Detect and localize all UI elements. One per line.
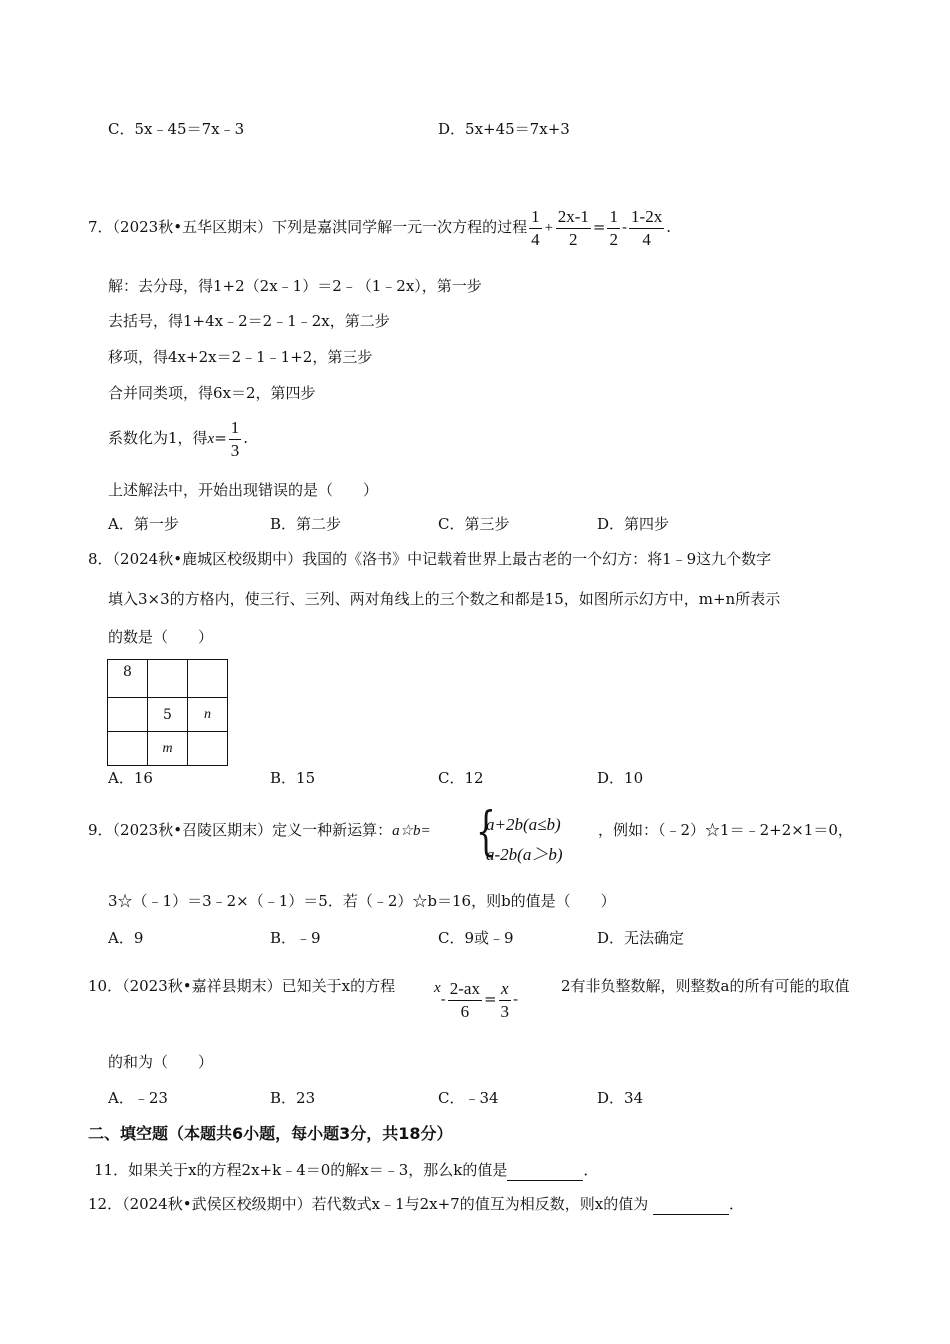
q7-number: 7．: [88, 218, 113, 236]
q10-line-2: 的和为（ ）: [108, 1053, 214, 1071]
q10-equation: x- $\frac{2-ax}{6}$ = $\frac{x}{3}$ -: [434, 978, 519, 1021]
q7-step-4: 合并同类项，得6x＝2，第四步: [108, 384, 316, 402]
q7-option-b: B．第二步: [270, 515, 342, 533]
magic-square-cell: [188, 660, 228, 698]
q7-fraction-2: $\frac{2x-1}{2}$: [557, 206, 589, 249]
magic-square-cell: 8: [108, 660, 148, 698]
magic-square-cell: m: [148, 732, 188, 766]
q6-option-c: C．5x﹣45＝7x﹣3: [108, 120, 245, 138]
q9-option-c: C．9或﹣9: [438, 929, 514, 947]
answer-blank[interactable]: [653, 1194, 729, 1215]
q10-stem: 10．（2023秋•嘉祥县期末）已知关于x的方程: [88, 977, 396, 995]
q11-line: 11．如果关于x的方程2x+k﹣4＝0的解x＝﹣3，那么k的值是 ．: [94, 1161, 599, 1179]
q8-option-d: D．10: [597, 769, 644, 787]
magic-square-cell: 5: [148, 698, 188, 732]
q9-case-1: a+2b(a≤b): [486, 815, 561, 834]
q8-line-1: 8．（2024秋•鹿城区校级期中）我国的《洛书》中记载着世界上最古老的一个幻方：将1﹣9这九个数字: [88, 550, 772, 568]
q10-option-d: D．34: [597, 1089, 644, 1107]
magic-square-cell: [108, 732, 148, 766]
q10-option-b: B．23: [270, 1089, 316, 1107]
q7-step-1: 解：去分母，得1+2（2x﹣1）＝2﹣（1﹣2x），第一步: [108, 277, 482, 295]
magic-square-cell: [108, 698, 148, 732]
section-heading: 二、填空题（本题共6小题，每小题3分，共18分）: [88, 1124, 453, 1143]
q8-line-3: 的数是（ ）: [108, 628, 214, 646]
q7-option-d: D．第四步: [597, 515, 670, 533]
q12-line: 12．（2024秋•武侯区校级期中）若代数式x﹣1与2x+7的值互为相反数，则x的值为 ．: [88, 1195, 744, 1213]
q8-option-c: C．12: [438, 769, 484, 787]
q10-fraction-2: $\frac{x}{3}$: [500, 978, 510, 1021]
q7-step-3: 移项，得4x+2x＝2﹣1﹣1+2，第三步: [108, 348, 373, 366]
q8-option-b: B．15: [270, 769, 316, 787]
piecewise-brace: {: [476, 802, 496, 862]
q9-example: ，例如：（﹣2）☆1＝﹣2+2×1＝0，: [598, 821, 853, 839]
q9-case-2: a-2b(a＞b): [486, 845, 563, 864]
q9-option-a: A．9: [108, 929, 144, 947]
q7-fraction-4: $\frac{1-2x}{4}$: [631, 206, 663, 249]
q7-stem-line: 7．（2023秋•五华区期末）下列是嘉淇同学解一元一次方程的过程 $\frac{1}{4}$ + $\frac{2x-1}{2}$ = $\frac{1}{2}$ - $\frac{1-2x}{4}$ .: [88, 206, 671, 249]
magic-square-cell: n: [188, 698, 228, 732]
q9-line-2: 3☆（﹣1）＝3﹣2×（﹣1）＝5．若（﹣2）☆b＝16，则b的值是（ ）: [108, 892, 616, 910]
q9-option-b: B．﹣9: [270, 929, 321, 947]
q8-option-a: A．16: [108, 769, 153, 787]
q10-tail: 2有非负整数解，则整数a的所有可能的取值: [561, 977, 850, 995]
q9-stem: 9．（2023秋•召陵区期末）定义一种新运算：a☆b=: [88, 821, 431, 839]
q10-fraction-1: $\frac{2-ax}{6}$: [449, 978, 480, 1021]
q7-stem: （2023秋•五华区期末）下列是嘉淇同学解一元一次方程的过程: [112, 218, 528, 236]
magic-square-cell: [148, 660, 188, 698]
magic-square-grid: [107, 659, 228, 766]
magic-square-cell: [188, 732, 228, 766]
q9-option-d: D．无法确定: [597, 929, 685, 947]
q8-line-2: 填入3×3的方格内，使三行、三列、两对角线上的三个数之和都是15，如图所示幻方中，m+n所表示: [108, 590, 781, 608]
answer-blank[interactable]: [507, 1160, 583, 1181]
q7-option-c: C．第三步: [438, 515, 510, 533]
q6-option-d: D．5x+45＝7x+3: [438, 120, 570, 138]
q7-fraction-1: $\frac{1}{4}$: [531, 206, 540, 249]
q7-option-a: A．第一步: [108, 515, 179, 533]
q7-step-5: 系数化为1，得x= $\frac{1}{3}$ .: [108, 417, 249, 460]
q7-step-2: 去括号，得1+4x﹣2＝2﹣1﹣2x，第二步: [108, 312, 390, 330]
q7-step-5-fraction: $\frac{1}{3}$: [230, 417, 240, 460]
q10-option-a: A．﹣23: [108, 1089, 168, 1107]
q7-question: 上述解法中，开始出现错误的是（ ）: [108, 481, 379, 499]
q7-fraction-3: $\frac{1}{2}$: [609, 206, 618, 249]
q10-option-c: C．﹣34: [438, 1089, 499, 1107]
